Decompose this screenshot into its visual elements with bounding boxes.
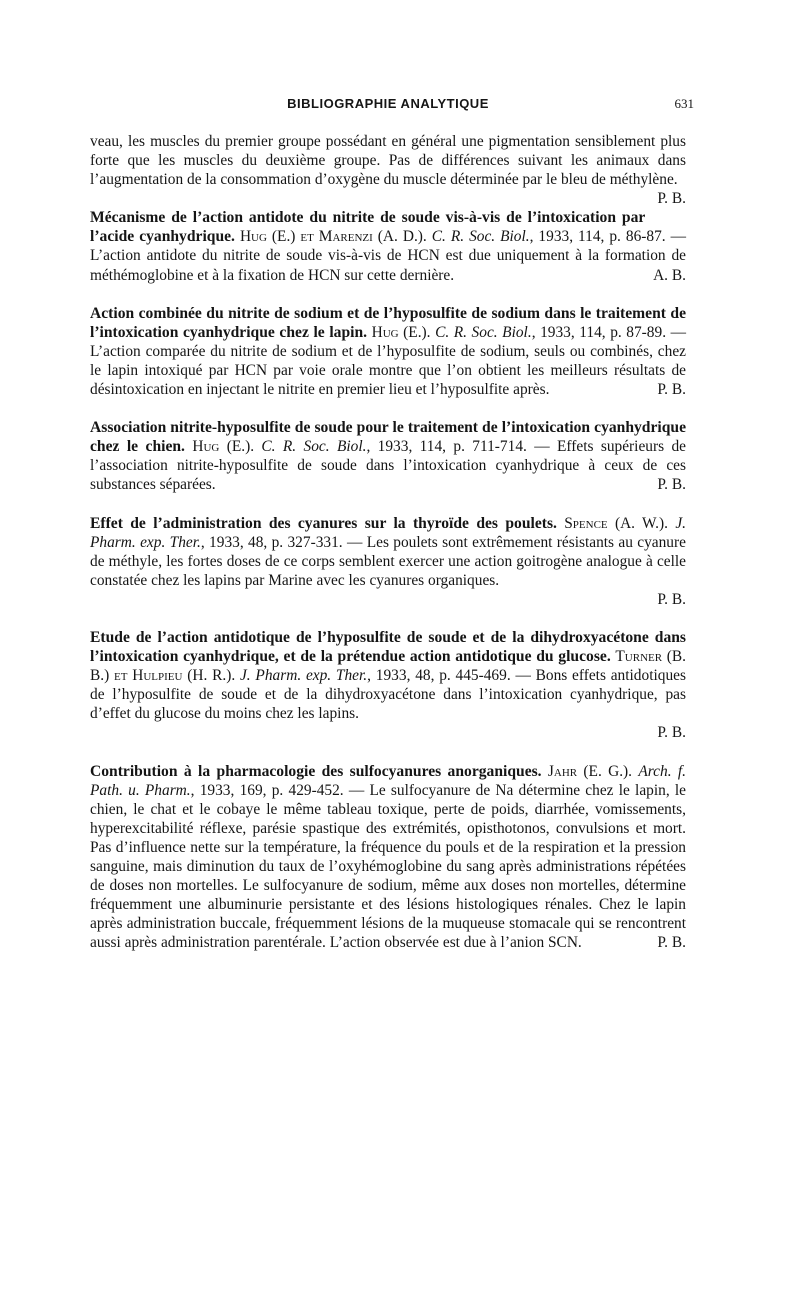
entry-initials: P. B. — [657, 590, 686, 608]
entry-abstract: Effets supérieurs de l’association nitrite-hyposulfite de soude dans l’intoxication cyanhydrique à ceux de ces substances séparées. — [90, 438, 686, 494]
entry-title: Association nitrite-hyposulfite de soude pour le traitement de l’intoxication cyanhydrique chez le chien. — [90, 419, 686, 456]
entry-initials-line — [90, 590, 686, 609]
entry-journal: C. R. Soc. Biol. — [435, 323, 532, 341]
abstract-paragraph — [90, 418, 686, 494]
abstract-paragraph — [90, 628, 686, 723]
abstract-paragraph — [90, 304, 686, 399]
abstract-entry-3 — [90, 418, 686, 494]
entry-initials: P. B. — [657, 476, 686, 494]
entry-abstract: Bons effets antidotiques de l’hyposulfite de soude et de la dihydroxyacétone dans l’intoxication cyanhydrique, pas d’effet du glucose du moins chez les lapins. — [90, 667, 686, 723]
entry-initials: P. B. — [657, 724, 686, 742]
intro-paragraph — [90, 132, 686, 208]
entry-initials: P. B. — [657, 934, 686, 952]
abstract-entry-6 — [90, 762, 686, 953]
abstract-paragraph — [90, 762, 686, 953]
entry-abstract: Les poulets sont extrêmement résistants au cyanure de méthyle, les fortes doses de ce corps semblent exercer une action goitrogène analogue à celle constatée chez les lapins par Marine avec les cyanures organiques. — [90, 533, 686, 589]
entry-abstract: L’action comparée du nitrite de sodium et de l’hyposulfite de sodium, seuls ou combinés, chez le lapin intoxiqué par HCN par voie orale montre que l’on obtient les meilleurs résultats de désintoxication en injectant le nitrite en premier lieu et l’hyposulfite après. — [90, 342, 686, 399]
entry-citation: , 1933, 114, p. 86-87. — — [529, 228, 686, 246]
page-body — [90, 132, 686, 952]
entry-title: Effet de l’administration des cyanures sur la thyroïde des poulets. — [90, 514, 557, 532]
running-header — [90, 96, 694, 118]
entry-authors: Hug (E.). — [192, 438, 255, 456]
entry-citation: , 1933, 169, p. 429-452. — — [190, 781, 365, 799]
entry-initials: P. B. — [657, 190, 686, 208]
entry-citation: , 1933, 114, p. 711-714. — — [366, 438, 550, 456]
entry-journal: C. R. Soc. Biol. — [431, 228, 530, 246]
entry-title: Contribution à la pharmacologie des sulfocyanures anorganiques. — [90, 762, 542, 780]
abstract-paragraph — [90, 514, 686, 590]
entry-title: Etude de l’action antidotique de l’hyposulfite de soude et de la dihydroxyacétone dans l’intoxication cyanhydrique, et de la prétendue action antidotique du glucose. — [90, 628, 686, 666]
entry-journal: C. R. Soc. Biol. — [261, 438, 367, 456]
page-number: 631 — [674, 96, 694, 111]
entry-authors: Hug (E.) et Marenzi (A. D.). — [239, 228, 427, 246]
entry-initials-line — [90, 723, 686, 742]
entry-journal: J. Pharm. exp. Ther. — [90, 514, 686, 551]
intro-text: veau, les muscles du premier groupe possédant en général une pigmentation sensiblement plus forte que les muscles du deuxième groupe. Pas de différences suivant les animaux dans l’augmentation de la consommation d’oxygène du muscle déterminée par le bleu de méthylène. — [90, 133, 686, 189]
entry-authors: Turner (B. B.) et Hulpieu (H. R.). — [90, 648, 686, 685]
abstract-entry-4 — [90, 514, 686, 609]
abstract-entry-2 — [90, 304, 686, 399]
entry-abstract: L’action antidote du nitrite de soude vis-à-vis de HCN est due uniquement à la formation de méthémoglobine et à la fixation de HCN sur cette dernière. — [90, 247, 686, 284]
entry-journal: Arch. f. Path. u. Pharm. — [90, 762, 686, 799]
abstract-paragraph — [90, 208, 686, 284]
entry-authors: Spence (A. W.). — [564, 514, 668, 532]
entry-citation: , 1933, 114, p. 87-89. — — [531, 323, 686, 341]
entry-title: Action combinée du nitrite de sodium et de l’hyposulfite de sodium dans le traitement de l’intoxication cyanhydrique chez le lapin. — [90, 304, 686, 341]
abstract-entry-5 — [90, 628, 686, 743]
entry-journal: J. Pharm. exp. Ther. — [239, 667, 368, 685]
entry-citation: , 1933, 48, p. 445-469. — — [367, 667, 531, 685]
entry-initials: P. B. — [657, 381, 686, 399]
entry-title: Mécanisme de l’action antidote du nitrite de soude vis-à-vis de l’intoxication par l’acide cyanhydrique. — [90, 209, 646, 246]
entry-authors: Jahr (E. G.). — [547, 762, 633, 780]
entry-abstract: Le sulfocyanure de Na détermine chez le lapin, le chien, le chat et le cobaye le même tableau toxique, perte de poids, diarrhée, vomissements, hyperexcitabilité réflexe, parésie spastique des extrémités, opisthotonos, convulsions et mort. Pas d’influence nette sur la température, la fréquence du pouls et de la respiration et la pression sanguine, mais diminution du taux de l’oxyhémoglobine du sang après administrations répétées de doses non mortelles. Le sulfocyanure de sodium, même aux doses non mortelles, détermine fréquemment une albuminurie persistante et des lésions histologiques rénales. Chez le lapin après administration buccale, fréquemment lésions de la muqueuse stomacale qui se rencontrent aussi après administration parentérale. L’action observée est due à l’anion SCN. — [90, 781, 686, 952]
abstract-entry-1 — [90, 208, 686, 284]
entry-citation: , 1933, 48, p. 327-331. — — [200, 533, 363, 551]
entry-initials: A. B. — [653, 266, 686, 284]
running-title: BIBLIOGRAPHIE ANALYTIQUE — [287, 96, 489, 111]
entry-authors: Hug (E.). — [371, 323, 431, 341]
